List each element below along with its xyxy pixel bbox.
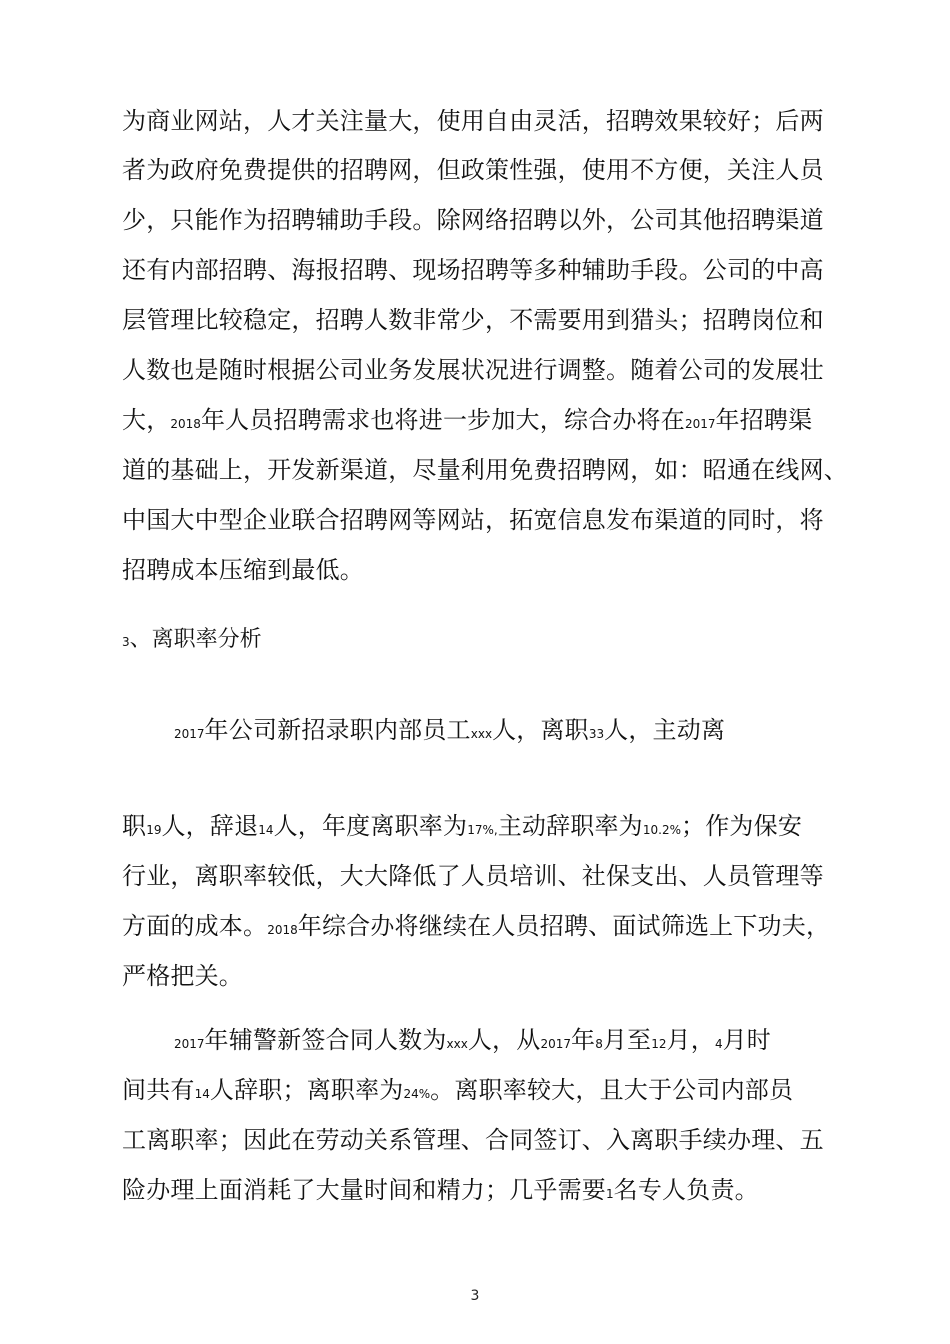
text-segment: 年人员招聘需求也将进一步加大，综合办将在 [200, 406, 685, 434]
text-segment: 年综合办将继续在人员招聘、面试筛选上下功夫， [297, 912, 831, 940]
text-segment: 月至 [602, 1026, 652, 1054]
number-text: 2017 [540, 1037, 572, 1051]
text-line: 少，只能作为招聘辅助手段。除网络招聘以外，公司其他招聘渠道 [122, 206, 824, 234]
text-line: 招聘成本压缩到最低。 [122, 556, 364, 584]
page-number: 3 [470, 1288, 480, 1304]
text-segment: 年招聘渠 [715, 406, 813, 434]
number-text: 4 [714, 1037, 723, 1051]
text-segment: 人，从 [467, 1026, 541, 1054]
text-line: 道的基础上，开发新渠道，尽量利用免费招聘网，如：昭通在线网、 [122, 456, 848, 484]
number-text: 24% [403, 1087, 431, 1101]
text-segment: 月， [666, 1026, 715, 1054]
number-text: 1 [606, 1187, 614, 1201]
text-segment: 人，主动离 [604, 716, 726, 744]
number-text: 19 [146, 823, 162, 837]
text-segment: ；作为保安 [681, 812, 803, 840]
number-text: xxx [446, 1037, 468, 1051]
text-line [122, 811, 802, 845]
text-segment: 人，年度离职率为 [273, 812, 468, 840]
text-line: 者为政府免费提供的招聘网，但政策性强，使用不方便，关注人员 [122, 156, 824, 184]
text-segment: 方面的成本。 [122, 912, 268, 940]
text-segment: 人辞职；离职率为 [209, 1076, 404, 1104]
text-segment: 人，辞退 [161, 812, 259, 840]
text-line: 人数也是随时根据公司业务发展状况进行调整。随着公司的发展壮 [122, 356, 824, 384]
text-line [122, 1175, 759, 1209]
text-line: 工离职率；因此在劳动关系管理、合同签订、入离职手续办理、五 [122, 1126, 824, 1154]
text-line [174, 1025, 771, 1059]
number-text: 2017 [174, 727, 205, 741]
number-text: 2018 [267, 923, 298, 937]
number-text: 10.2% [642, 823, 682, 837]
text-line [174, 715, 725, 749]
number-text: 14 [258, 823, 274, 837]
text-segment: 大， [122, 406, 171, 434]
text-line: 为商业网站，人才关注量大，使用自由灵活，招聘效果较好；后两 [122, 107, 824, 135]
section-title: 、离职率分析 [129, 627, 262, 652]
section-heading [122, 625, 262, 657]
text-segment: 险办理上面消耗了大量时间和精力；几乎需要 [122, 1176, 606, 1204]
text-segment: 月时 [722, 1026, 771, 1054]
text-segment: 年 [571, 1026, 596, 1054]
text-segment: 。离职率较大，且大于公司内部员 [430, 1076, 794, 1104]
text-segment: 间共有 [122, 1076, 195, 1104]
text-segment: 年公司新招录职内部员工 [204, 716, 471, 744]
number-text: 8 [595, 1037, 603, 1051]
text-line [122, 911, 830, 945]
text-line [122, 1075, 793, 1109]
number-text: 12 [651, 1037, 667, 1051]
number-text: 2017 [684, 417, 716, 431]
text-line: 层管理比较稳定，招聘人数非常少，不需要用到猎头；招聘岗位和 [122, 306, 824, 334]
text-line: 行业，离职率较低，大大降低了人员培训、社保支出、人员管理等 [122, 862, 824, 890]
text-line: 还有内部招聘、海报招聘、现场招聘等多种辅助手段。公司的中高 [122, 256, 824, 284]
number-text: 14 [194, 1087, 210, 1101]
text-line: 严格把关。 [122, 962, 243, 990]
text-segment: 名专人负责。 [613, 1176, 759, 1204]
text-segment: 职 [122, 812, 147, 840]
section-number: 3 [122, 635, 130, 649]
text-segment: 人，离职 [492, 716, 589, 744]
text-line: 中国大中型企业联合招聘网等网站，拓宽信息发布渠道的同时，将 [122, 506, 824, 534]
number-text: xxx [470, 727, 493, 741]
text-line [122, 405, 812, 439]
number-text: 2017 [174, 1037, 205, 1051]
text-segment: 主动辞职率为 [497, 812, 643, 840]
number-text: 33 [588, 727, 605, 741]
number-text: 17%, [467, 823, 498, 837]
text-segment: 年辅警新签合同人数为 [204, 1026, 447, 1054]
number-text: 2018 [170, 417, 201, 431]
